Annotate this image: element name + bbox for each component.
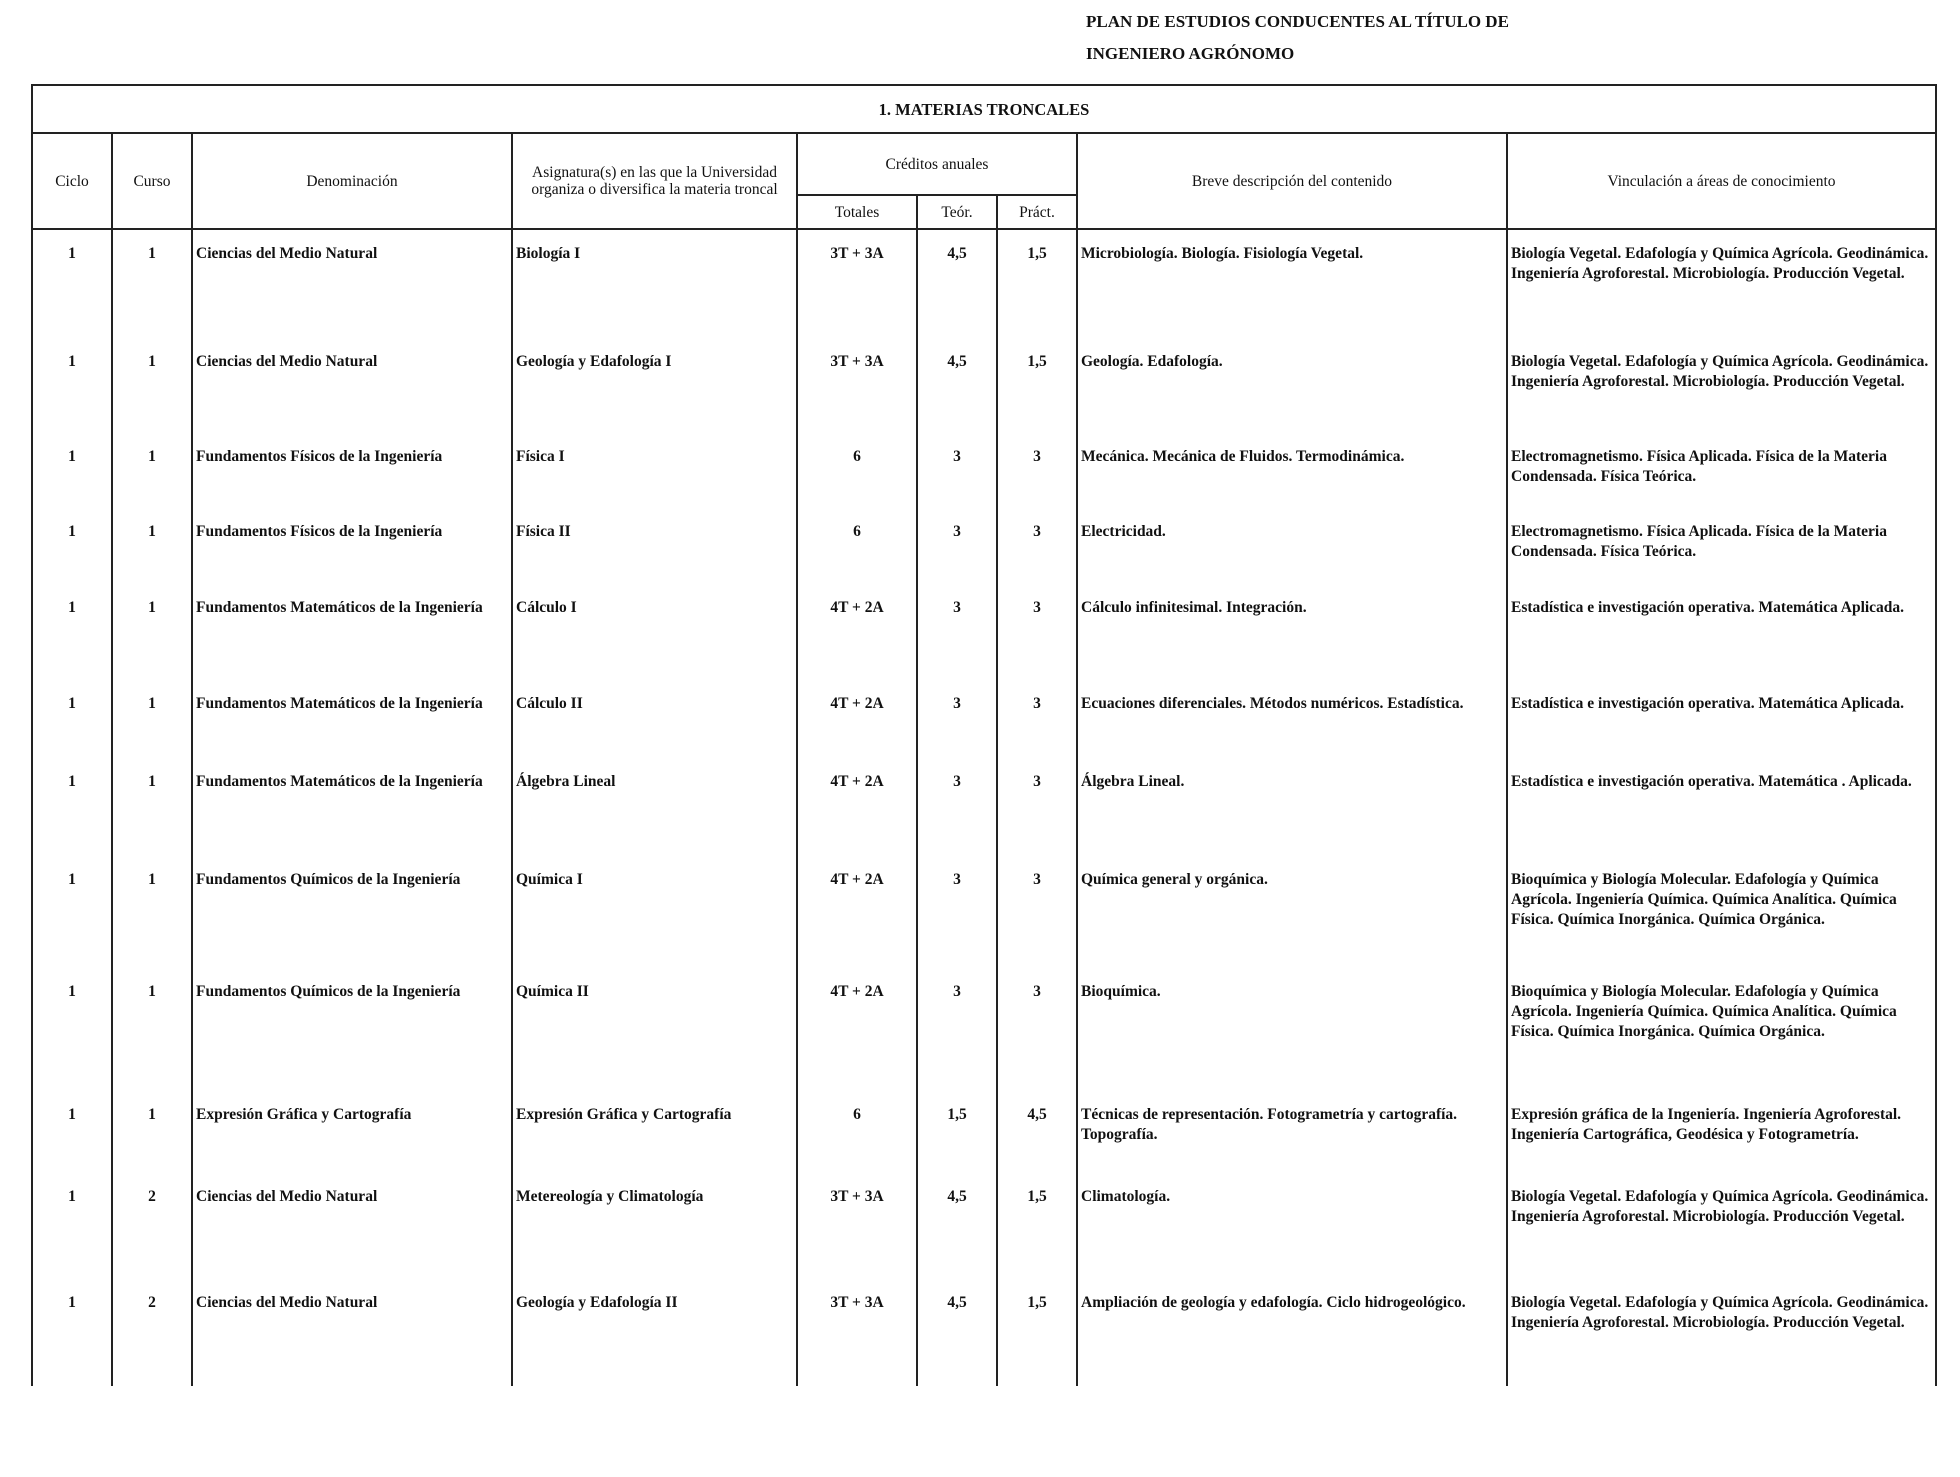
cell-teor: 3	[917, 435, 997, 510]
cell-pract: 1,5	[997, 340, 1077, 435]
cell-denominacion: Ciencias del Medio Natural	[192, 340, 512, 435]
cell-asignatura: Física I	[512, 435, 797, 510]
header-teor: Teór.	[917, 195, 997, 229]
cell-denominacion: Fundamentos Químicos de la Ingeniería	[192, 970, 512, 1093]
cell-descripcion: Cálculo infinitesimal. Integración.	[1077, 586, 1507, 682]
cell-totales: 4T + 2A	[797, 682, 917, 760]
section-title: 1. MATERIAS TRONCALES	[32, 85, 1936, 133]
cell-curso: 1	[112, 682, 192, 760]
cell-totales: 4T + 2A	[797, 760, 917, 858]
cell-vinculacion: Estadística e investigación operativa. Matemática Aplicada.	[1507, 682, 1936, 760]
table-row	[32, 340, 1936, 435]
cell-ciclo: 1	[32, 970, 112, 1093]
cell-vinculacion: Electromagnetismo. Física Aplicada. Física de la Materia Condensada. Física Teórica.	[1507, 435, 1936, 510]
table-row	[32, 682, 1936, 760]
cell-asignatura: Física II	[512, 510, 797, 586]
cell-teor: 1,5	[917, 1093, 997, 1175]
cell-totales: 4T + 2A	[797, 858, 917, 970]
cell-totales: 3T + 3A	[797, 229, 917, 340]
cell-ciclo: 1	[32, 340, 112, 435]
header-curso: Curso	[112, 133, 192, 229]
cell-totales: 4T + 2A	[797, 586, 917, 682]
cell-asignatura: Álgebra Lineal	[512, 760, 797, 858]
cell-totales: 4T + 2A	[797, 970, 917, 1093]
cell-ciclo: 1	[32, 760, 112, 858]
table-row	[32, 435, 1936, 510]
cell-descripcion: Química general y orgánica.	[1077, 858, 1507, 970]
cell-vinculacion: Biología Vegetal. Edafología y Química Agrícola. Geodinámica. Ingeniería Agroforestal. Microbiología. Producción Vegetal.	[1507, 229, 1936, 340]
header-descripcion: Breve descripción del contenido	[1077, 133, 1507, 229]
cell-descripcion: Álgebra Lineal.	[1077, 760, 1507, 858]
cell-totales: 6	[797, 1093, 917, 1175]
cell-denominacion: Fundamentos Matemáticos de la Ingeniería	[192, 586, 512, 682]
cell-curso: 1	[112, 510, 192, 586]
table-row	[32, 229, 1936, 340]
cell-pract: 3	[997, 682, 1077, 760]
cell-pract: 3	[997, 435, 1077, 510]
cell-denominacion: Expresión Gráfica y Cartografía	[192, 1093, 512, 1175]
table-row	[32, 1281, 1936, 1386]
table-row	[32, 586, 1936, 682]
cell-curso: 1	[112, 760, 192, 858]
cell-teor: 4,5	[917, 340, 997, 435]
cell-ciclo: 1	[32, 586, 112, 682]
cell-vinculacion: Bioquímica y Biología Molecular. Edafología y Química Agrícola. Ingeniería Química. Química Analítica. Química Física. Química Inorgánica. Química Orgánica.	[1507, 858, 1936, 970]
cell-teor: 3	[917, 510, 997, 586]
header-line-1: PLAN DE ESTUDIOS CONDUCENTES AL TÍTULO DE	[1086, 12, 1509, 31]
header-line-2: INGENIERO AGRÓNOMO	[1086, 44, 1295, 63]
cell-ciclo: 1	[32, 435, 112, 510]
cell-ciclo: 1	[32, 1281, 112, 1386]
cell-asignatura: Cálculo II	[512, 682, 797, 760]
cell-vinculacion: Biología Vegetal. Edafología y Química Agrícola. Geodinámica. Ingeniería Agroforestal. Microbiología. Producción Vegetal.	[1507, 340, 1936, 435]
cell-teor: 4,5	[917, 1281, 997, 1386]
cell-denominacion: Fundamentos Químicos de la Ingeniería	[192, 858, 512, 970]
cell-curso: 1	[112, 586, 192, 682]
cell-vinculacion: Electromagnetismo. Física Aplicada. Física de la Materia Condensada. Física Teórica.	[1507, 510, 1936, 586]
document-header	[1086, 6, 1509, 70]
cell-vinculacion: Estadística e investigación operativa. Matemática . Aplicada.	[1507, 760, 1936, 858]
header-totales: Totales	[797, 195, 917, 229]
cell-vinculacion: Biología Vegetal. Edafología y Química Agrícola. Geodinámica. Ingeniería Agroforestal. Microbiología. Producción Vegetal.	[1507, 1281, 1936, 1386]
cell-vinculacion: Biología Vegetal. Edafología y Química Agrícola. Geodinámica. Ingeniería Agroforestal. Microbiología. Producción Vegetal.	[1507, 1175, 1936, 1281]
cell-curso: 2	[112, 1175, 192, 1281]
cell-vinculacion: Expresión gráfica de la Ingeniería. Ingeniería Agroforestal. Ingeniería Cartográfica, Geodésica y Fotogrametría.	[1507, 1093, 1936, 1175]
header-vinculacion: Vinculación a áreas de conocimiento	[1507, 133, 1936, 229]
cell-denominacion: Fundamentos Matemáticos de la Ingeniería	[192, 682, 512, 760]
cell-curso: 1	[112, 970, 192, 1093]
cell-asignatura: Química I	[512, 858, 797, 970]
cell-totales: 3T + 3A	[797, 1281, 917, 1386]
cell-asignatura: Biología I	[512, 229, 797, 340]
table-row	[32, 858, 1936, 970]
cell-descripcion: Ampliación de geología y edafología. Ciclo hidrogeológico.	[1077, 1281, 1507, 1386]
cell-asignatura: Geología y Edafología I	[512, 340, 797, 435]
cell-totales: 3T + 3A	[797, 1175, 917, 1281]
cell-teor: 3	[917, 970, 997, 1093]
cell-descripcion: Climatología.	[1077, 1175, 1507, 1281]
cell-curso: 1	[112, 858, 192, 970]
cell-pract: 3	[997, 586, 1077, 682]
cell-teor: 3	[917, 858, 997, 970]
cell-teor: 4,5	[917, 229, 997, 340]
cell-asignatura: Expresión Gráfica y Cartografía	[512, 1093, 797, 1175]
cell-curso: 1	[112, 435, 192, 510]
cell-vinculacion: Estadística e investigación operativa. Matemática Aplicada.	[1507, 586, 1936, 682]
table-row	[32, 510, 1936, 586]
cell-totales: 6	[797, 510, 917, 586]
cell-denominacion: Ciencias del Medio Natural	[192, 1175, 512, 1281]
cell-ciclo: 1	[32, 229, 112, 340]
header-creditos: Créditos anuales	[797, 133, 1077, 195]
cell-ciclo: 1	[32, 1175, 112, 1281]
cell-descripcion: Mecánica. Mecánica de Fluidos. Termodinámica.	[1077, 435, 1507, 510]
cell-totales: 6	[797, 435, 917, 510]
cell-descripcion: Microbiología. Biología. Fisiología Vegetal.	[1077, 229, 1507, 340]
cell-vinculacion: Bioquímica y Biología Molecular. Edafología y Química Agrícola. Ingeniería Química. Química Analítica. Química Física. Química Inorgánica. Química Orgánica.	[1507, 970, 1936, 1093]
cell-teor: 3	[917, 682, 997, 760]
header-pract: Práct.	[997, 195, 1077, 229]
table-row	[32, 760, 1936, 858]
cell-pract: 3	[997, 760, 1077, 858]
table-row	[32, 1175, 1936, 1281]
cell-descripcion: Ecuaciones diferenciales. Métodos numéricos. Estadística.	[1077, 682, 1507, 760]
cell-curso: 1	[112, 1093, 192, 1175]
materias-troncales-table	[31, 84, 1937, 1386]
cell-totales: 3T + 3A	[797, 340, 917, 435]
cell-teor: 3	[917, 586, 997, 682]
cell-pract: 4,5	[997, 1093, 1077, 1175]
cell-pract: 3	[997, 510, 1077, 586]
table-row	[32, 970, 1936, 1093]
cell-denominacion: Fundamentos Físicos de la Ingeniería	[192, 435, 512, 510]
cell-asignatura: Geología y Edafología II	[512, 1281, 797, 1386]
cell-teor: 3	[917, 760, 997, 858]
cell-ciclo: 1	[32, 1093, 112, 1175]
cell-pract: 1,5	[997, 1281, 1077, 1386]
cell-ciclo: 1	[32, 858, 112, 970]
cell-descripcion: Geología. Edafología.	[1077, 340, 1507, 435]
cell-ciclo: 1	[32, 682, 112, 760]
cell-descripcion: Electricidad.	[1077, 510, 1507, 586]
cell-curso: 2	[112, 1281, 192, 1386]
cell-pract: 1,5	[997, 1175, 1077, 1281]
cell-teor: 4,5	[917, 1175, 997, 1281]
header-ciclo: Ciclo	[32, 133, 112, 229]
cell-curso: 1	[112, 229, 192, 340]
cell-descripcion: Técnicas de representación. Fotogrametría y cartografía. Topografía.	[1077, 1093, 1507, 1175]
cell-descripcion: Bioquímica.	[1077, 970, 1507, 1093]
cell-curso: 1	[112, 340, 192, 435]
cell-pract: 3	[997, 970, 1077, 1093]
cell-denominacion: Ciencias del Medio Natural	[192, 1281, 512, 1386]
cell-denominacion: Ciencias del Medio Natural	[192, 229, 512, 340]
cell-denominacion: Fundamentos Físicos de la Ingeniería	[192, 510, 512, 586]
cell-ciclo: 1	[32, 510, 112, 586]
cell-asignatura: Cálculo I	[512, 586, 797, 682]
cell-asignatura: Metereología y Climatología	[512, 1175, 797, 1281]
header-denominacion: Denominación	[192, 133, 512, 229]
table-row	[32, 1093, 1936, 1175]
cell-pract: 1,5	[997, 229, 1077, 340]
cell-denominacion: Fundamentos Matemáticos de la Ingeniería	[192, 760, 512, 858]
cell-asignatura: Química II	[512, 970, 797, 1093]
header-asignatura: Asignatura(s) en las que la Universidad organiza o diversifica la materia troncal	[512, 133, 797, 229]
cell-pract: 3	[997, 858, 1077, 970]
